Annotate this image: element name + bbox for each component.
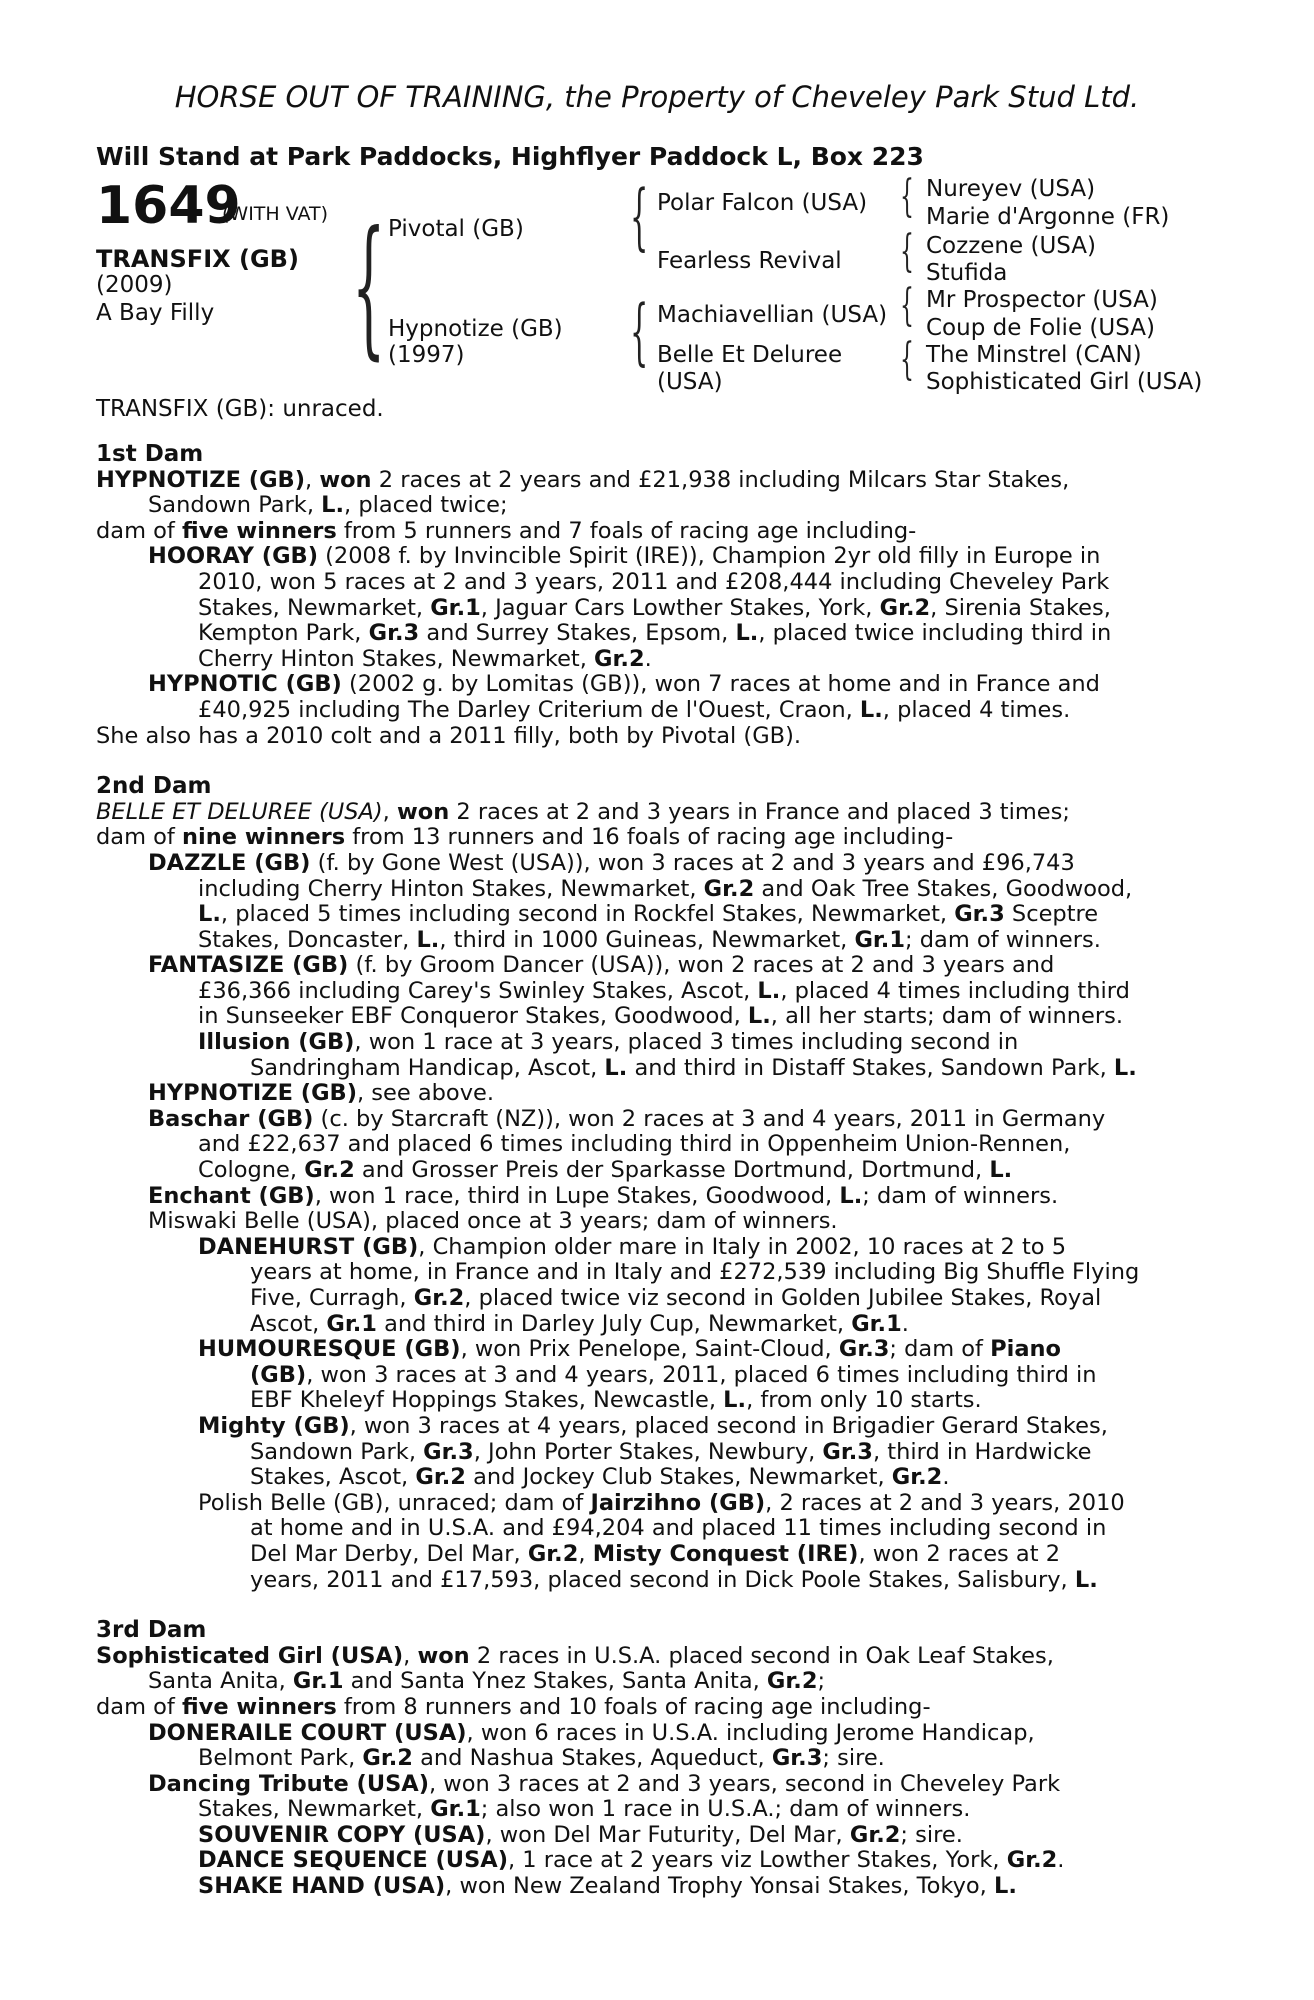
horse-name: TRANSFIX (GB): [96, 245, 299, 273]
brace-gg4: {: [900, 334, 914, 385]
ped-sire: Pivotal (GB): [388, 216, 524, 242]
produce-hooray-cont: Stakes, Newmarket, Gr.1, Jaguar Cars Lowther Stakes, York, Gr.2, Sirenia Stakes,: [198, 594, 1111, 621]
third-dam-produce-summary: dam of five winners from 8 runners and 10 foals of racing age including-: [96, 1693, 931, 1720]
first-dam-entry-cont: Sandown Park, L., placed twice;: [148, 492, 508, 519]
lot-number: 1649: [96, 176, 241, 236]
ped-dam-dam-2: (USA): [657, 369, 723, 395]
race-record: TRANSFIX (GB): unraced.: [96, 396, 384, 422]
brace-gg2: {: [900, 226, 914, 277]
ped-gg-4: Stufida: [926, 260, 1008, 286]
produce-baschar-cont: and £22,637 and placed 6 times including third in Oppenheim Union-Rennen,: [198, 1131, 1071, 1158]
brace-dam: {: [630, 289, 649, 373]
produce-humouresque-cont: (GB), won 3 races at 3 and 4 years, 2011, placed 6 times including third in: [250, 1361, 1097, 1388]
produce-baschar: Baschar (GB) (c. by Starcraft (NZ)), won 2 races at 3 and 4 years, 2011 in Germany: [148, 1105, 1106, 1132]
horse-year: (2009): [96, 272, 173, 298]
produce-dance-sequence: DANCE SEQUENCE (USA), 1 race at 2 years viz Lowther Stakes, York, Gr.2.: [198, 1847, 1065, 1874]
produce-polish-belle: Polish Belle (GB), unraced; dam of Jairzihno (GB), 2 races at 2 and 3 years, 2010: [198, 1489, 1125, 1516]
page-header: HORSE OUT OF TRAINING, the Property of Cheveley Park Stud Ltd.: [174, 80, 1140, 114]
produce-dazzle-cont: including Cherry Hinton Stakes, Newmarket, Gr.2 and Oak Tree Stakes, Goodwood,: [198, 875, 1133, 902]
ped-dam: Hypnotize (GB): [388, 316, 563, 342]
produce-mighty: Mighty (GB), won 3 races at 4 years, placed second in Brigadier Gerard Stakes,: [198, 1412, 1108, 1439]
catalogue-body: [96, 442, 1200, 1900]
stand-location: Will Stand at Park Paddocks, Highflyer Paddock L, Box 223: [96, 142, 924, 171]
third-dam-entry: Sophisticated Girl (USA), won 2 races in U.S.A. placed second in Oak Leaf Stakes,: [96, 1642, 1054, 1669]
produce-danehurst-cont: Five, Curragh, Gr.2, placed twice viz second in Golden Jubilee Stakes, Royal: [250, 1285, 1102, 1311]
ped-gg-2: Marie d'Argonne (FR): [926, 204, 1170, 230]
produce-polish-belle-cont: Del Mar Derby, Del Mar, Gr.2, Misty Conquest (IRE), won 2 races at 2: [250, 1540, 1061, 1567]
brace-sire-dam: {: [352, 200, 386, 374]
produce-polish-belle-cont: years, 2011 and £17,593, placed second in Dick Poole Stakes, Salisbury, L.: [250, 1566, 1098, 1593]
ped-sire-dam: Fearless Revival: [657, 248, 842, 274]
produce-hooray-cont: 2010, won 5 races at 2 and 3 years, 2011 and £208,444 including Cheveley Park: [198, 568, 1110, 595]
produce-enchant: Enchant (GB), won 1 race, third in Lupe Stakes, Goodwood, L.; dam of winners.: [148, 1182, 1059, 1209]
produce-souvenir-copy: SOUVENIR COPY (USA), won Del Mar Futurity, Del Mar, Gr.2; sire.: [198, 1821, 963, 1848]
first-dam-note: She also has a 2010 colt and a 2011 filly, both by Pivotal (GB).: [96, 722, 802, 749]
second-dam-entry: BELLE ET DELUREE (USA), won 2 races at 2 and 3 years in France and placed 3 times;: [96, 798, 1070, 825]
produce-dancing-tribute-cont: Stakes, Newmarket, Gr.1; also won 1 race in U.S.A.; dam of winners.: [198, 1796, 971, 1823]
produce-hooray: HOORAY (GB) (2008 f. by Invincible Spirit (IRE)), Champion 2yr old filly in Europe in: [148, 543, 1101, 570]
produce-hooray-cont: Cherry Hinton Stakes, Newmarket, Gr.2.: [198, 645, 652, 672]
ped-gg-8: Sophisticated Girl (USA): [926, 369, 1203, 395]
second-dam-heading: 2nd Dam: [96, 773, 212, 800]
ped-gg-3: Cozzene (USA): [926, 233, 1097, 259]
produce-mighty-cont: Sandown Park, Gr.3, John Porter Stakes, Newbury, Gr.3, third in Hardwicke: [250, 1438, 1092, 1465]
first-dam-heading: 1st Dam: [96, 441, 204, 467]
produce-hypnotic-cont: £40,925 including The Darley Criterium de l'Ouest, Craon, L., placed 4 times.: [198, 696, 1071, 723]
ped-sire-sire: Polar Falcon (USA): [657, 190, 868, 216]
produce-dazzle: DAZZLE (GB) (f. by Gone West (USA)), won 3 races at 2 and 3 years and £96,743: [148, 849, 1075, 876]
produce-fantasize-cont: £36,366 including Carey's Swinley Stakes, Ascot, L., placed 4 times including third: [198, 977, 1130, 1004]
produce-hypnotize: HYPNOTIZE (GB), see above.: [148, 1080, 495, 1107]
produce-doneraile-court-cont: Belmont Park, Gr.2 and Nashua Stakes, Aqueduct, Gr.3; sire.: [198, 1745, 885, 1772]
brace-sire: {: [630, 174, 649, 258]
produce-illusion-cont: Sandringham Handicap, Ascot, L. and third in Distaff Stakes, Sandown Park, L.: [250, 1054, 1137, 1081]
produce-polish-belle-cont: at home and in U.S.A. and £94,204 and placed 11 times including second in: [250, 1515, 1107, 1542]
produce-humouresque-cont: EBF Kheleyf Hoppings Stakes, Newcastle, L., from only 10 starts.: [250, 1387, 982, 1414]
produce-dazzle-cont: L., placed 5 times including second in Rockfel Stakes, Newmarket, Gr.3 Sceptre: [198, 901, 1099, 928]
vat-note: (WITH VAT): [222, 203, 329, 225]
ped-dam-sire: Machiavellian (USA): [657, 302, 888, 328]
third-dam-heading: 3rd Dam: [96, 1617, 207, 1644]
produce-hypnotic: HYPNOTIC (GB) (2002 g. by Lomitas (GB)), won 7 races at home and in France and: [148, 671, 1100, 698]
second-dam-produce-summary: dam of nine winners from 13 runners and 16 foals of racing age including-: [96, 824, 954, 851]
produce-danehurst: DANEHURST (GB), Champion older mare in Italy in 2002, 10 races at 2 to 5: [198, 1233, 1067, 1260]
produce-mighty-cont: Stakes, Ascot, Gr.2 and Jockey Club Stakes, Newmarket, Gr.2.: [250, 1464, 950, 1491]
produce-hooray-cont: Kempton Park, Gr.3 and Surrey Stakes, Epsom, L., placed twice including third in: [198, 620, 1112, 647]
produce-fantasize-cont: in Sunseeker EBF Conqueror Stakes, Goodwood, L., all her starts; dam of winners.: [198, 1003, 1124, 1030]
produce-baschar-cont: Cologne, Gr.2 and Grosser Preis der Sparkasse Dortmund, Dortmund, L.: [198, 1157, 1013, 1184]
produce-illusion: Illusion (GB), won 1 race at 3 years, placed 3 times including second in: [198, 1029, 1019, 1056]
ped-gg-7: The Minstrel (CAN): [926, 342, 1142, 368]
produce-doneraile-court: DONERAILE COURT (USA), won 6 races in U.S.A. including Jerome Handicap,: [148, 1719, 1035, 1746]
produce-fantasize: FANTASIZE (GB) (f. by Groom Dancer (USA)), won 2 races at 2 and 3 years and: [148, 952, 1055, 979]
produce-shake-hand: SHAKE HAND (USA), won New Zealand Trophy Yonsai Stakes, Tokyo, L.: [198, 1873, 1017, 1900]
brace-gg1: {: [900, 171, 914, 222]
produce-dazzle-cont: Stakes, Doncaster, L., third in 1000 Guineas, Newmarket, Gr.1; dam of winners.: [198, 926, 1101, 953]
horse-description: A Bay Filly: [96, 300, 215, 326]
produce-danehurst-cont: years at home, in France and in Italy and £272,539 including Big Shuffle Flying: [250, 1259, 1140, 1286]
ped-gg-6: Coup de Folie (USA): [926, 315, 1155, 341]
first-dam-entry: HYPNOTIZE (GB), won 2 races at 2 years and £21,938 including Milcars Star Stakes,: [96, 466, 1070, 493]
produce-dancing-tribute: Dancing Tribute (USA), won 3 races at 2 and 3 years, second in Cheveley Park: [148, 1770, 1061, 1797]
ped-gg-5: Mr Prospector (USA): [926, 287, 1158, 313]
brace-gg3: {: [900, 280, 914, 331]
produce-miswaki-belle: Miswaki Belle (USA), placed once at 3 years; dam of winners.: [148, 1208, 838, 1235]
produce-humouresque: HUMOURESQUE (GB), won Prix Penelope, Saint-Cloud, Gr.3; dam of Piano: [198, 1336, 1062, 1363]
first-dam-produce-summary: dam of five winners from 5 runners and 7 foals of racing age including-: [96, 517, 917, 544]
third-dam-entry-cont: Santa Anita, Gr.1 and Santa Ynez Stakes, Santa Anita, Gr.2;: [148, 1668, 826, 1695]
ped-gg-1: Nureyev (USA): [926, 176, 1096, 202]
produce-danehurst-cont: Ascot, Gr.1 and third in Darley July Cup, Newmarket, Gr.1.: [250, 1310, 909, 1337]
ped-dam-dam: Belle Et Deluree: [657, 342, 843, 368]
ped-dam-year: (1997): [388, 342, 465, 368]
